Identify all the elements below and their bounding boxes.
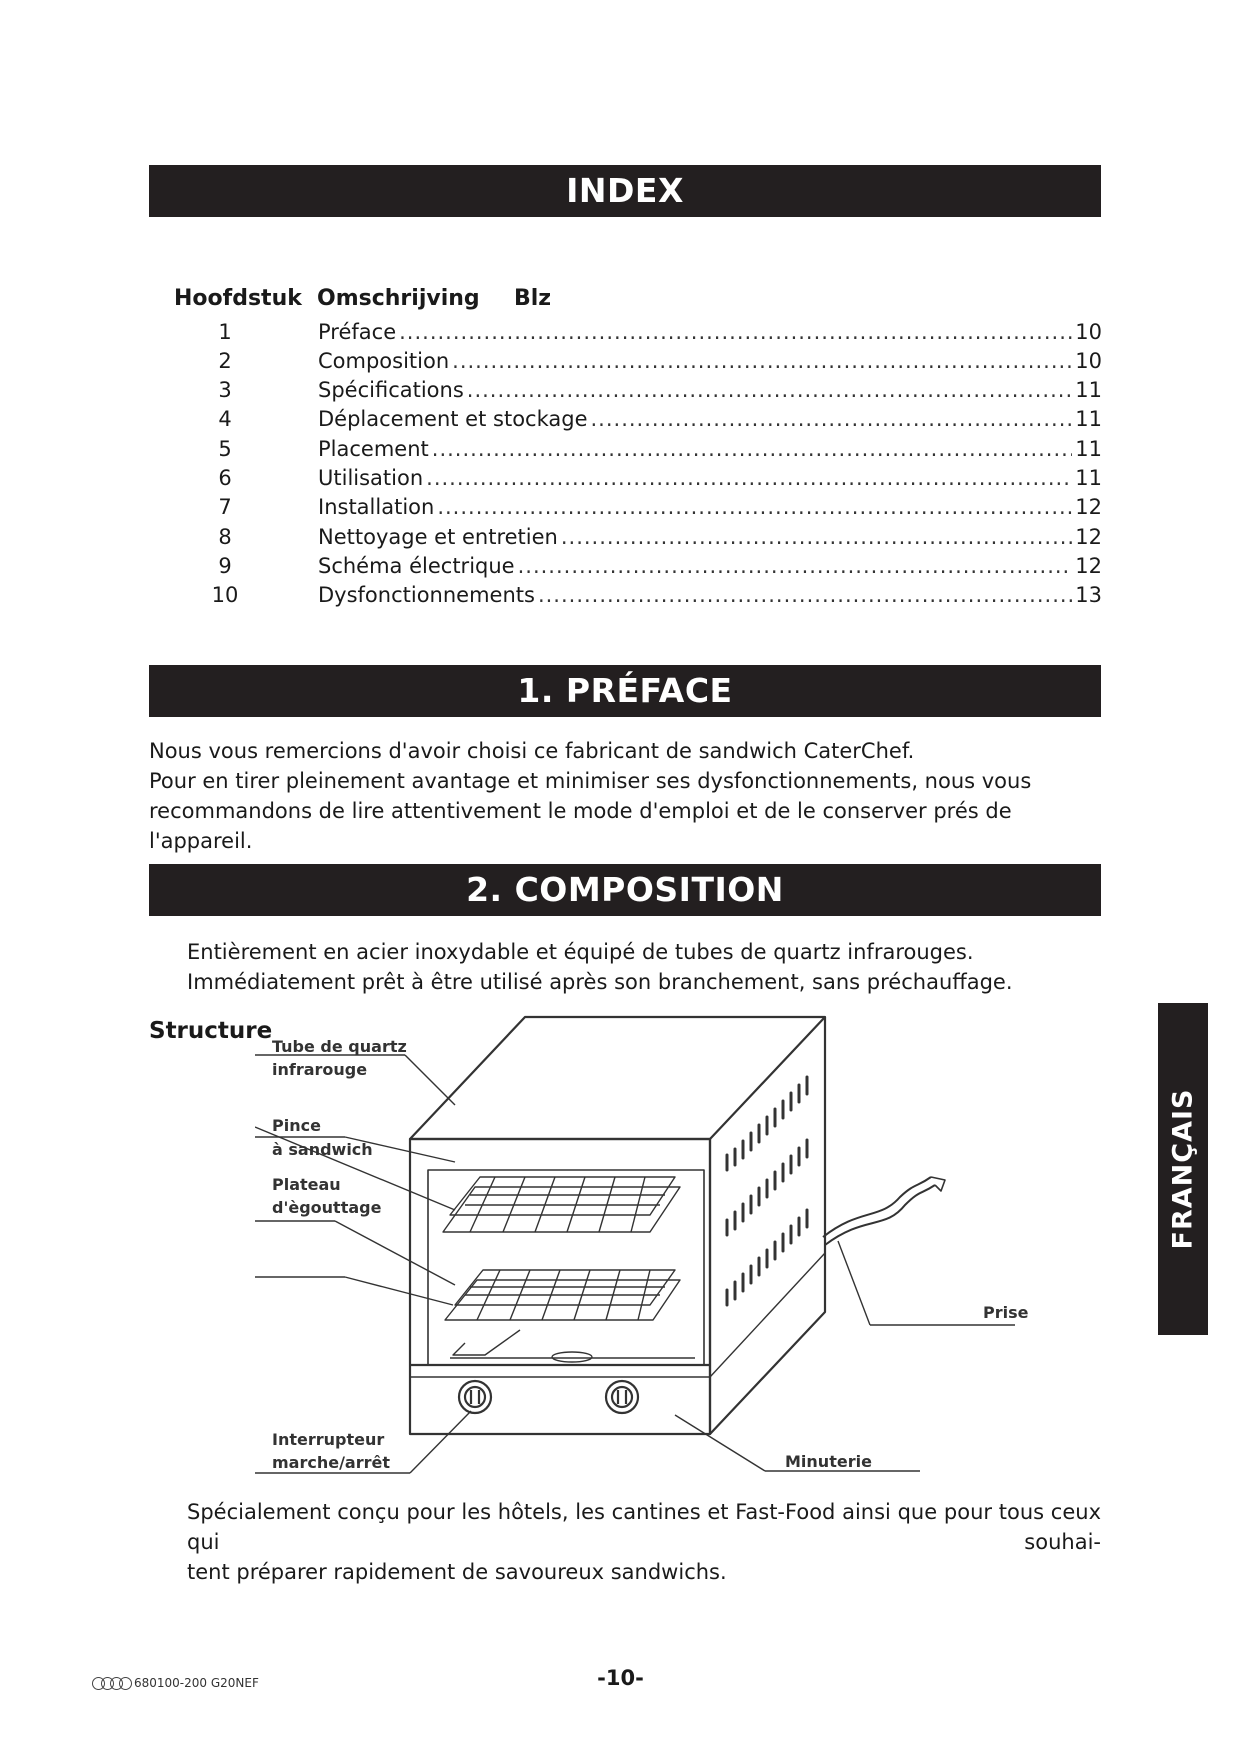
label-pince-1: Pince	[272, 1116, 321, 1135]
toc-title: Composition	[318, 349, 450, 373]
toc-row	[170, 318, 1102, 347]
label-interrupteur-2: marche/arrêt	[272, 1453, 391, 1472]
toc-number: 10	[211, 583, 239, 607]
preface-line: recommandons de lire attentivement le mode d'emploi et de le conserver prés de l'appareil.	[149, 799, 1012, 853]
page-number: -10-	[597, 1666, 644, 1690]
composition-text	[187, 937, 1101, 997]
toc-header-page: Blz	[514, 286, 552, 311]
label-minuterie: Minuterie	[785, 1452, 872, 1471]
toc-row	[170, 552, 1102, 581]
toc-page: 11	[1075, 437, 1102, 461]
composition-heading: 2. COMPOSITION	[149, 864, 1101, 916]
toc-row	[170, 435, 1102, 464]
toc-title: Placement	[318, 437, 429, 461]
label-pince-2: à sandwich	[272, 1140, 373, 1159]
language-tab	[1158, 1003, 1208, 1335]
toc-page: 13	[1075, 583, 1102, 607]
toc-number: 9	[218, 554, 232, 578]
toc-title: Utilisation	[318, 466, 424, 490]
closing-line: Spécialement conçu pour les hôtels, les cantines et Fast-Food ainsi que pour tous ceux qui souhai-	[187, 1500, 1101, 1554]
toc-row	[170, 376, 1102, 405]
toc-page: 10	[1075, 349, 1102, 373]
composition-line: Immédiatement prêt à être utilisé après son branchement, sans préchauffage.	[187, 970, 1013, 994]
index-heading: INDEX	[149, 165, 1101, 217]
toc-title: Déplacement et stockage	[318, 407, 588, 431]
toc-number: 3	[218, 378, 232, 402]
toc-number: 5	[218, 437, 232, 461]
preface-line: Nous vous remercions d'avoir choisi ce fabricant de sandwich CaterChef.	[149, 739, 915, 763]
toc-page: 12	[1075, 554, 1102, 578]
toc-page: 11	[1075, 378, 1102, 402]
label-plateau-2: d'ègouttage	[272, 1198, 382, 1217]
toc-row	[170, 523, 1102, 552]
toc-page: 11	[1075, 466, 1102, 490]
preface-line: Pour en tirer pleinement avantage et minimiser ses dysfonctionnements, nous vous	[149, 769, 1032, 793]
toc-page: 11	[1075, 407, 1102, 431]
toc-title: Dysfonctionnements	[318, 583, 535, 607]
toc-number: 4	[218, 407, 232, 431]
closing-text	[187, 1497, 1101, 1587]
toc-number: 6	[218, 466, 232, 490]
toc-number: 2	[218, 349, 232, 373]
toc-row	[170, 464, 1102, 493]
toc-number: 1	[218, 320, 232, 344]
toc-header-chapter: Hoofdstuk	[174, 286, 302, 311]
toc-title: Nettoyage et entretien	[318, 525, 558, 549]
toc-title: Préface	[318, 320, 397, 344]
label-plateau-1: Plateau	[272, 1175, 341, 1194]
toc-page: 10	[1075, 320, 1102, 344]
preface-text	[149, 736, 1101, 856]
toc-title: Spécifications	[318, 378, 464, 402]
closing-line: tent préparer rapidement de savoureux sandwichs.	[187, 1560, 727, 1584]
preface-heading: 1. PRÉFACE	[149, 665, 1101, 717]
toc-title: Installation	[318, 495, 435, 519]
toc-row	[170, 581, 1102, 610]
toc-header-description: Omschrijving	[317, 286, 480, 311]
toc-number: 8	[218, 525, 232, 549]
toc-page: 12	[1075, 525, 1102, 549]
structure-label: Structure	[149, 1018, 273, 1044]
toc-row	[170, 347, 1102, 376]
toc-title: Schéma électrique	[318, 554, 515, 578]
product-code: 680100-200 G20NEF	[134, 1676, 259, 1690]
toc-number: 7	[218, 495, 232, 519]
label-tube-1: Tube de quartz	[272, 1037, 407, 1056]
toc-row	[170, 493, 1102, 522]
label-interrupteur-1: Interrupteur	[272, 1430, 385, 1449]
language-label: FRANÇAIS	[1167, 1088, 1199, 1250]
toaster-diagram	[255, 1005, 1045, 1505]
toaster-top	[410, 1017, 825, 1139]
label-prise: Prise	[983, 1303, 1029, 1322]
label-tube-2: infrarouge	[272, 1060, 368, 1079]
composition-line: Entièrement en acier inoxydable et équipé de tubes de quartz infrarouges.	[187, 940, 974, 964]
toc-row	[170, 405, 1102, 434]
toc-page: 12	[1075, 495, 1102, 519]
